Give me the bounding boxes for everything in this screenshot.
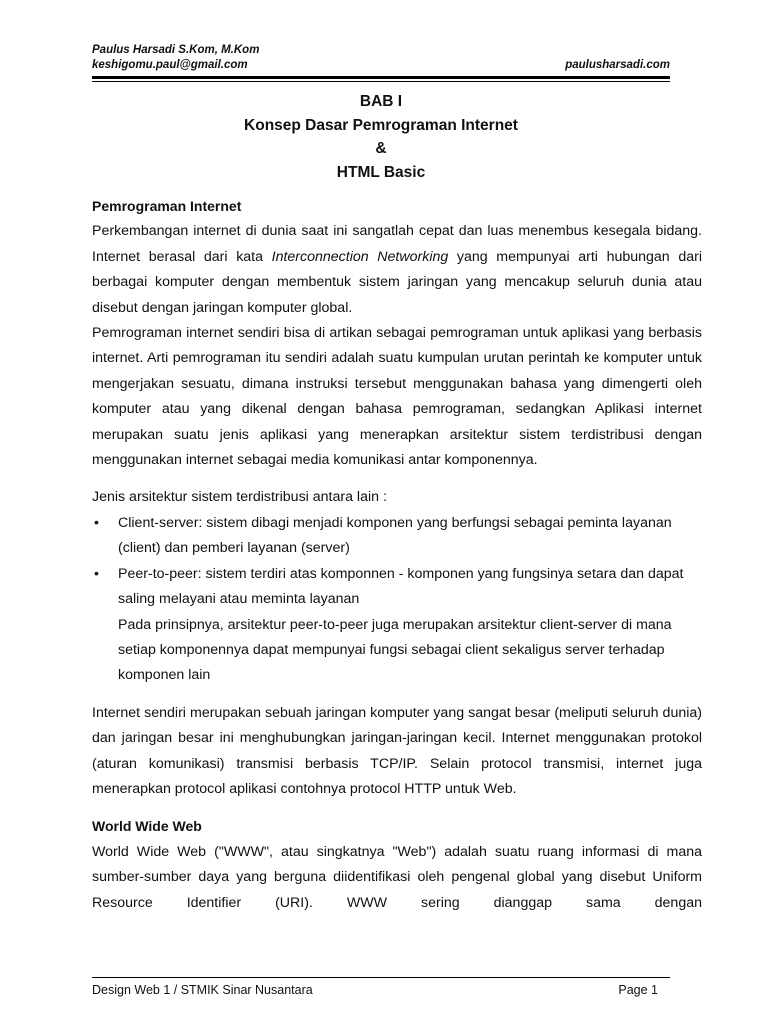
- chapter-title-amp: &: [375, 140, 387, 157]
- footer-page-number: Page 1: [618, 983, 658, 997]
- header-rule-thin: [92, 81, 670, 82]
- spacer: [92, 802, 702, 814]
- chapter-number: BAB I: [359, 93, 403, 110]
- chapter-title-block: [92, 90, 670, 184]
- list-item: [92, 511, 702, 562]
- paragraph-intro-italic-term: Interconnection Networking: [271, 248, 449, 265]
- bullet-icon: •: [94, 565, 99, 582]
- header-rule-thick: [92, 76, 670, 79]
- bullet-icon: •: [94, 514, 99, 531]
- paragraph-definition: Pemrograman internet sendiri bisa di artikan sebagai pemrograman untuk aplikasi yang berbasis internet. Arti pemrograman itu sendiri adalah suatu kumpulan urutan perintah ke komputer untuk mengerjakan sesuatu, dimana instruksi tersebut menggunakan bahasa yang dimengerti oleh komputer atau yang dikenal dengan bahasa pemrograman, sedangkan Aplikasi internet merupakan suatu jenis aplikasi yang menerapkan arsitektur sistem terdistribusi dengan menggunakan internet sebagai media komunikasi antar komponennya.: [92, 325, 702, 469]
- chapter-title-line2: HTML Basic: [336, 163, 426, 181]
- paragraph-internet: Internet sendiri merupakan sebuah jaringan komputer yang sangat besar (meliputi seluruh dunia) dan jaringan besar ini menghubungkan jaringan-jaringan kecil. Internet menggunakan protokol (aturan komunikasi) transmisi berbasis TCP/IP. Selain protocol transmisi, internet juga menerapkan protocol aplikasi contohnya protocol HTTP untuk Web.: [92, 704, 702, 797]
- chapter-title-line1: Konsep Dasar Pemrograman Internet: [244, 116, 518, 134]
- header-email: keshigomu.paul@gmail.com: [92, 59, 248, 71]
- section-heading-www: World Wide Web: [92, 818, 202, 835]
- document-body: [92, 194, 702, 916]
- spacer: [92, 689, 702, 701]
- list-item-note: Pada prinsipnya, arsitektur peer-to-peer juga merupakan arsitektur client-server di mana setiap komponennya dapat mempunyai fungsi sebagai client sekaligus server terhadap komponen lain: [118, 616, 672, 684]
- footer-rule: [92, 977, 670, 978]
- section-heading-pemrograman-internet: Pemrograman Internet: [92, 198, 242, 214]
- paragraph-intro-text-a: Perkembangan internet di dunia saat ini sangatlah cepat dan luas menembus kesegala bidang. Internet berasal dari kata: [92, 223, 702, 265]
- footer-course: Design Web 1 / STMIK Sinar Nusantara: [92, 983, 313, 997]
- list-item-text: Client-server: sistem dibagi menjadi komponen yang berfungsi sebagai peminta layanan (client) dan pemberi layanan (server): [118, 514, 672, 557]
- header-website: paulusharsadi.com: [565, 59, 670, 71]
- paragraph-intro: [92, 219, 702, 321]
- paragraph-intro-text-b: yang mempunyai arti hubungan dari berbagai komputer dengan membentuk sistem jaringan yang mencakup seluruh dunia atau disebut dengan jaringan komputer global.: [92, 248, 702, 316]
- list-intro: Jenis arsitektur sistem terdistribusi antara lain :: [92, 489, 387, 506]
- list-item: [92, 562, 702, 613]
- spacer: [92, 473, 702, 485]
- architecture-list: [92, 511, 702, 613]
- header-author: Paulus Harsadi S.Kom, M.Kom: [92, 44, 260, 56]
- list-item-text: Peer-to-peer: sistem terdiri atas komponnen - komponen yang fungsinya setara dan dapat saling melayani atau meminta layanan: [118, 565, 684, 608]
- paragraph-www: World Wide Web ("WWW", atau singkatnya "Web") adalah suatu ruang informasi di mana sumber-sumber daya yang berguna diidentifikasi oleh pengenal global yang disebut Uniform Resource Identifier (URI). WWW sering dianggap sama dengan: [92, 843, 702, 911]
